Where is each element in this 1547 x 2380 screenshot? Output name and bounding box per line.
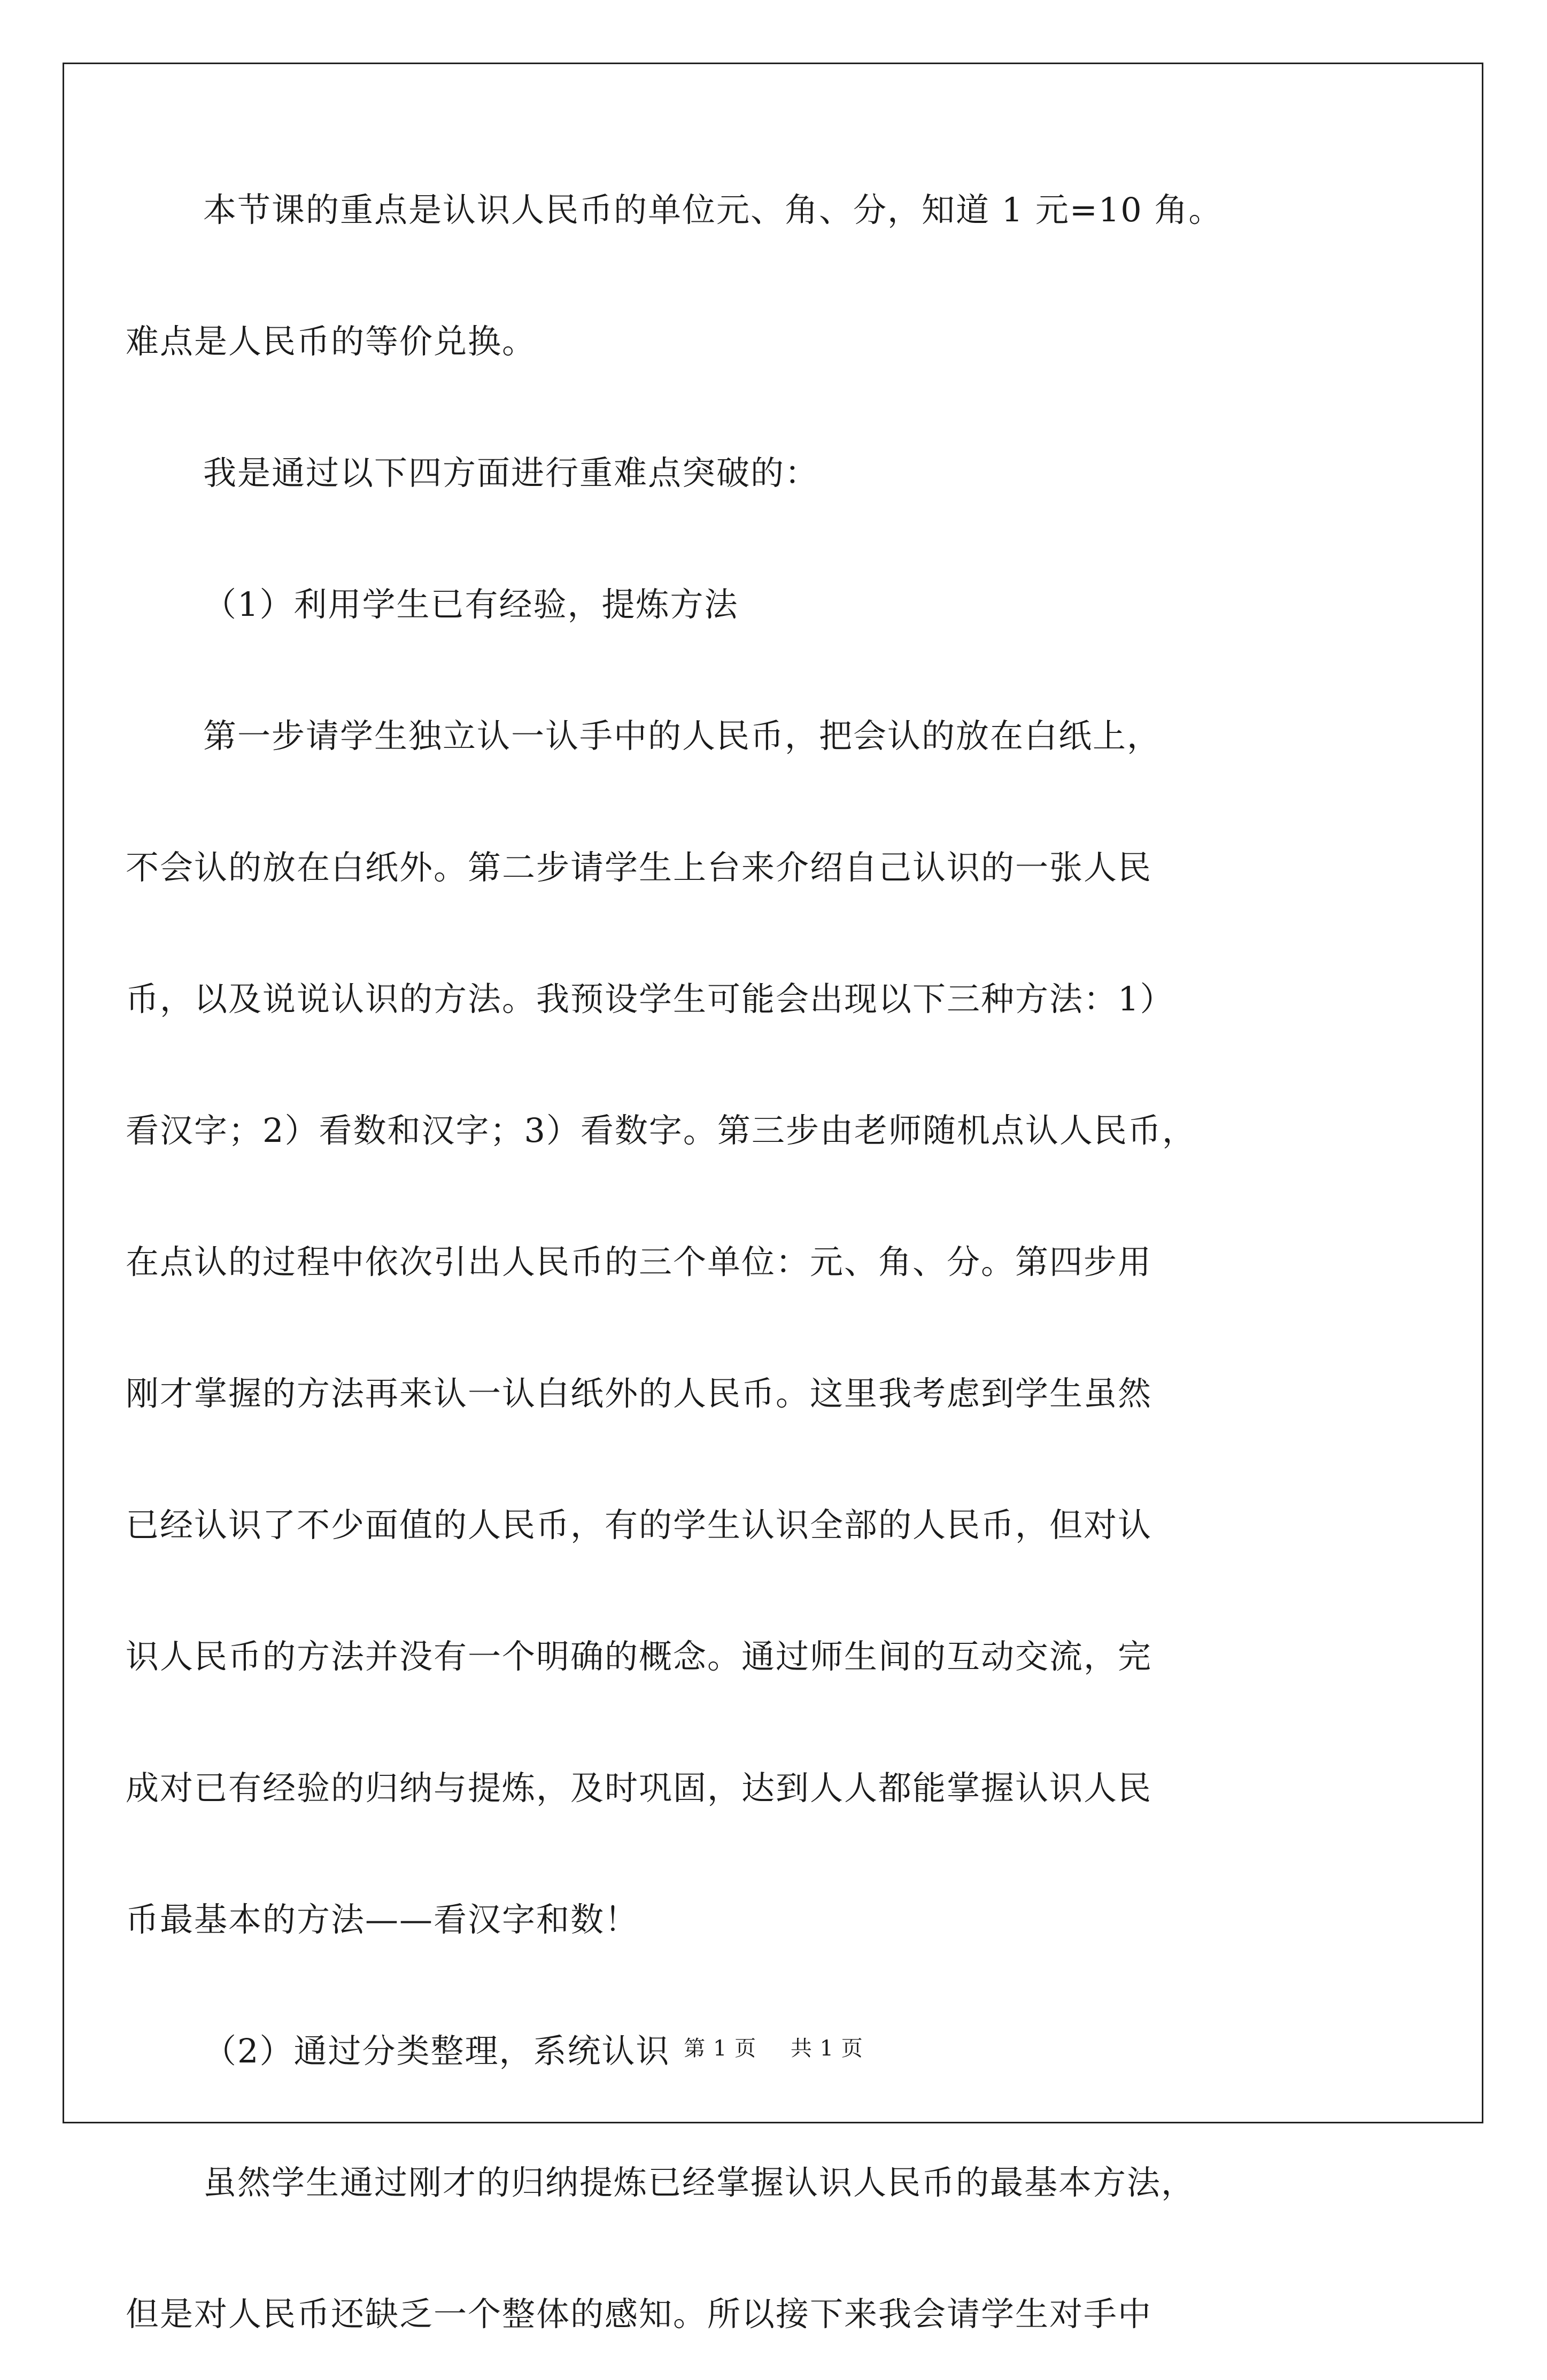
paragraph-line: 看汉字；2）看数和汉字；3）看数字。第三步由老师随机点认人民币， xyxy=(126,1111,1196,1150)
paragraph-line: 本节课的重点是认识人民币的单位元、角、分，知道 1 元=10 角。 xyxy=(203,190,1223,229)
paragraph-line: 币，以及说说认识的方法。我预设学生可能会出现以下三种方法：1） xyxy=(126,979,1174,1018)
paragraph-line: 在点认的过程中依次引出人民币的三个单位：元、角、分。第四步用 xyxy=(126,1242,1152,1281)
paragraph-line: 第一步请学生独立认一认手中的人民币，把会认的放在白纸上， xyxy=(203,716,1162,755)
paragraph-line: 虽然学生通过刚才的归纳提炼已经掌握认识人民币的最基本方法， xyxy=(203,2163,1196,2202)
section-heading: （1）利用学生已有经验，提炼方法 xyxy=(203,585,739,624)
paragraph-line: 已经认识了不少面值的人民币，有的学生认识全部的人民币，但对认 xyxy=(126,1505,1152,1544)
page-footer xyxy=(0,2031,1547,2062)
paragraph-line: 识人民币的方法并没有一个明确的概念。通过师生间的互动交流，完 xyxy=(126,1637,1152,1676)
paragraph-line: 但是对人民币还缺乏一个整体的感知。所以接下来我会请学生对手中 xyxy=(126,2294,1152,2333)
page-total: 共 1 页 xyxy=(790,2036,863,2061)
section-heading: （2）通过分类整理，系统认识 xyxy=(203,2031,670,2070)
paragraph-line: 难点是人民币的等价兑换。 xyxy=(126,322,537,361)
page-number: 第 1 页 xyxy=(684,2036,757,2061)
paragraph-line: 刚才掌握的方法再来认一认白纸外的人民币。这里我考虑到学生虽然 xyxy=(126,1374,1152,1413)
paragraph-line: 我是通过以下四方面进行重难点突破的： xyxy=(203,453,819,492)
paragraph-line: 成对已有经验的归纳与提炼，及时巩固，达到人人都能掌握认识人民 xyxy=(126,1768,1152,1807)
paragraph-line: 不会认的放在白纸外。第二步请学生上台来介绍自己认识的一张人民 xyxy=(126,848,1152,887)
paragraph-line: 币最基本的方法——看汉字和数！ xyxy=(126,1900,639,1939)
